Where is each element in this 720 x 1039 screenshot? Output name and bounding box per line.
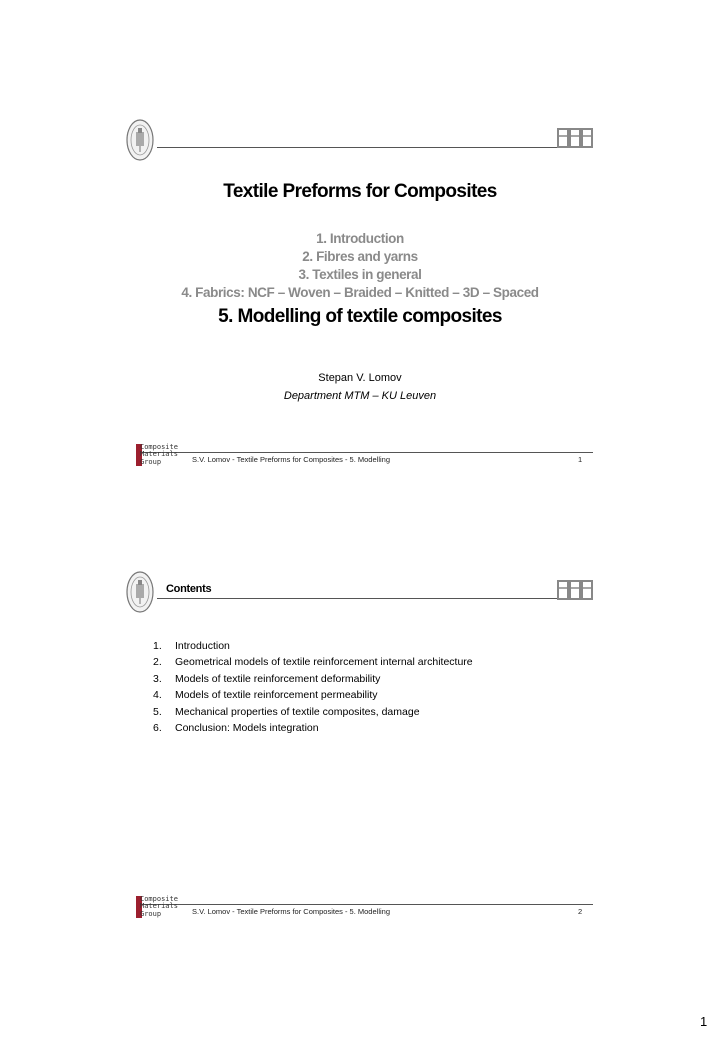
list-item: [153, 720, 473, 736]
header-rule: [157, 598, 593, 599]
list-item-text: Introduction: [175, 640, 230, 652]
composite-materials-group-logo: [136, 896, 180, 920]
toc-item-1: 1. Introduction: [316, 231, 404, 246]
sheet-page-number: 1: [700, 1014, 708, 1029]
list-item-number: 3.: [153, 672, 162, 685]
list-item-number: 1.: [153, 640, 162, 652]
footer-text: S.V. Lomov - Textile Preforms for Composites - 5. Modelling: [192, 455, 390, 464]
toc-item-2: 2. Fibres and yarns: [302, 249, 418, 264]
slide-number: 2: [578, 907, 583, 916]
list-item-text: Conclusion: Models integration: [175, 722, 319, 735]
header-rule: [157, 147, 593, 148]
author-name: Stepan V. Lomov: [318, 372, 402, 384]
logo-line-1: Composite: [140, 895, 178, 903]
list-item: [153, 638, 473, 654]
list-item-text: Mechanical properties of textile composites, damage: [175, 705, 420, 718]
toc-item-3: 3. Textiles in general: [298, 267, 422, 282]
slide-2-title: Contents: [166, 583, 212, 595]
list-item-number: 5.: [153, 705, 162, 718]
contents-list: [153, 638, 473, 736]
logo-line-3: Group: [140, 457, 162, 466]
list-item: [153, 654, 473, 670]
author-affiliation: Department MTM – KU Leuven: [283, 390, 437, 402]
list-item-text: Models of textile reinforcement deformability: [175, 672, 381, 685]
list-item-number: 6.: [153, 722, 162, 735]
composite-materials-group-logo: [136, 444, 180, 468]
slide-number: 1: [578, 455, 583, 464]
footer-text: S.V. Lomov - Textile Preforms for Composites - 5. Modelling: [192, 907, 390, 916]
list-item-number: 2.: [153, 656, 162, 669]
slide-1-title: Textile Preforms for Composites: [223, 181, 497, 202]
list-item-text: Geometrical models of textile reinforcement internal architecture: [175, 656, 473, 669]
footer-rule: [138, 904, 593, 905]
logo-line-3: Group: [140, 909, 162, 918]
footer-rule: [138, 452, 593, 453]
toc-item-4: 4. Fabrics: NCF – Woven – Braided – Knitted – 3D – Spaced: [181, 285, 539, 300]
logo-line-1: Composite: [140, 443, 178, 451]
mtm-logo-icon: [557, 126, 593, 150]
list-item: [153, 704, 473, 720]
toc-item-active: 5. Modelling of textile composites: [218, 306, 502, 327]
list-item-text: Models of textile reinforcement permeability: [175, 689, 378, 702]
list-item-number: 4.: [153, 689, 162, 702]
list-item: [153, 687, 473, 703]
logo-line-2: Materials: [140, 902, 178, 911]
logo-line-2: Materials: [140, 450, 178, 459]
university-seal-icon: [125, 118, 155, 162]
university-seal-icon: [125, 570, 155, 614]
list-item: [153, 671, 473, 687]
mtm-logo-icon: [557, 578, 593, 602]
